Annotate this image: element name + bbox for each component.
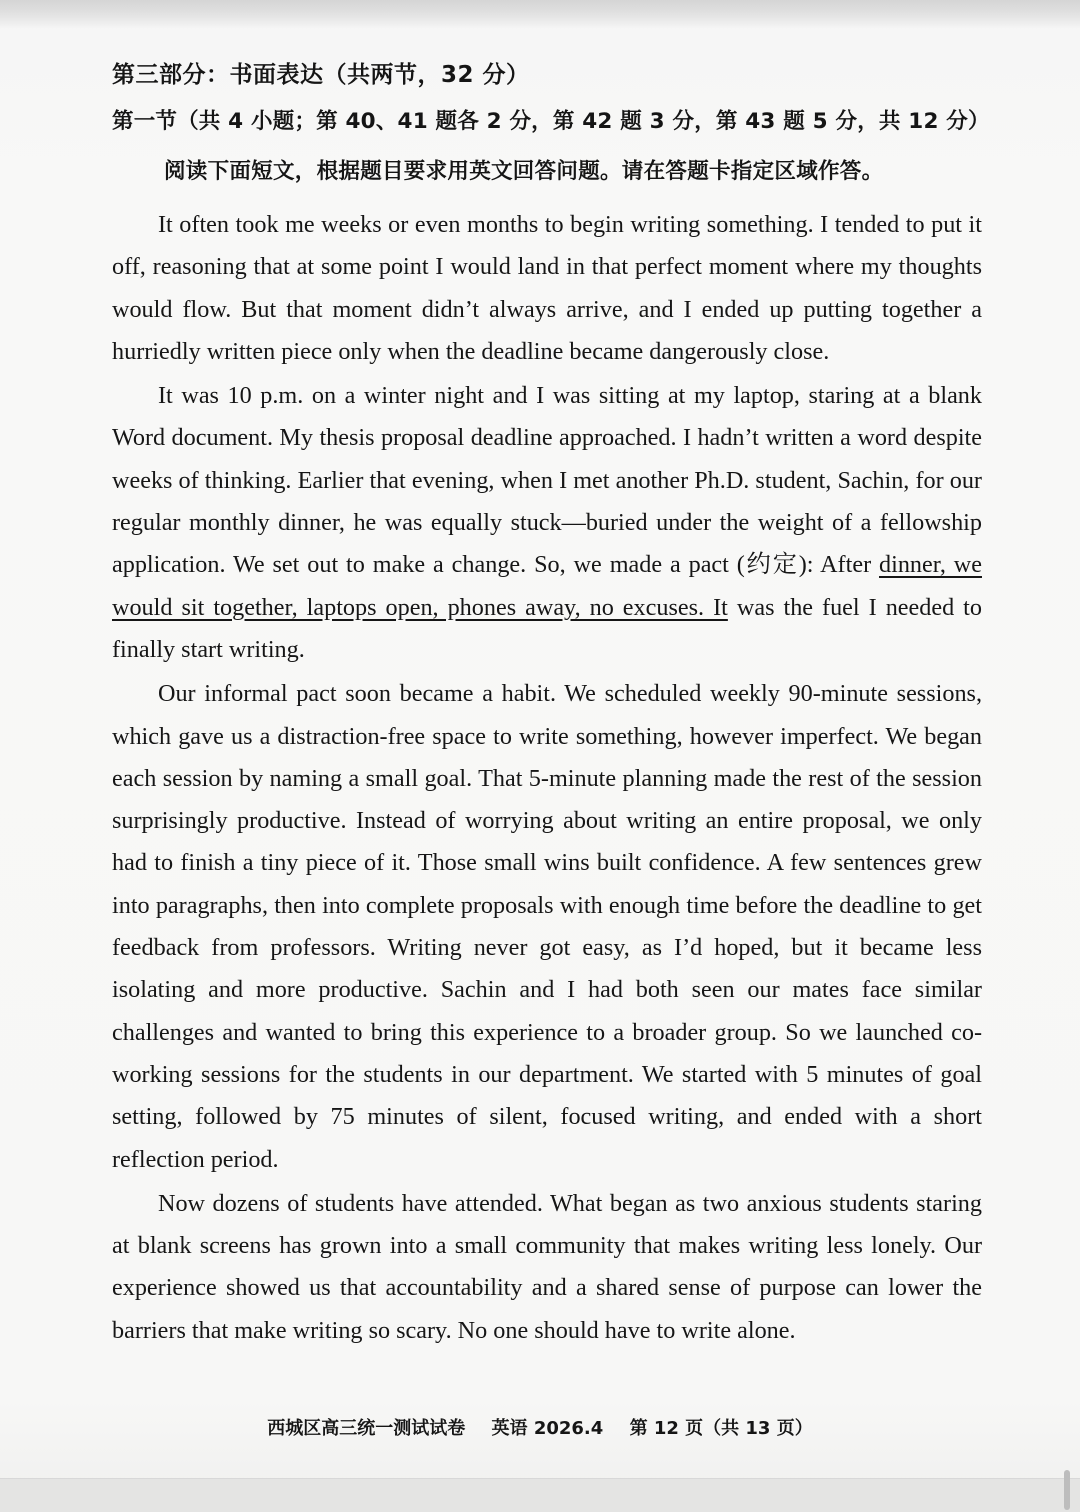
bottom-toolbar [0, 1478, 1080, 1512]
top-shadow [0, 0, 1080, 28]
part-title: 第三部分：书面表达（共两节，32 分） [112, 62, 530, 88]
paragraph-3: Our informal pact soon became a habit. We scheduled weekly 90-minute sessions, which gave us a distraction-free space to write something, however imperfect. We began each session by naming a small goal. That 5-minute planning made the rest of the session surprisingly productive. Instead of worrying about writing an entire proposal, we only had to finish a tiny piece of it. Those small wins built confidence. A few sentences grew into paragraphs, then into complete proposals with enough time before the deadline to get feedback from professors. Writing never got easy, as I’d hoped, but it became less isolating and more productive. Sachin and I had both seen our mates face similar challenges and wanted to bring this experience to a broader group. So we launched co-working sessions for the students in our department. We started with 5 minutes of goal setting, followed by 75 minutes of silent, focused writing, and ended with a short reflection period. [112, 680, 982, 1173]
reading-passage [112, 204, 982, 1354]
section-title: 第一节（共 4 小题；第 40、41 题各 2 分，第 42 题 3 分，第 43 题 5 分，共 12 分） [112, 109, 990, 134]
paragraph-2 [112, 375, 982, 671]
paragraph-2-text-a: It was 10 p.m. on a winter night and I was sitting at my laptop, staring at a blank Word document. My thesis proposal deadline approached. I hadn’t written a word despite weeks of thinking. Earlier that evening, when I met another Ph.D. student, Sachin, for our regular monthly dinner, he was equally stuck—buried under the weight of a fellowship application. We set out to make a change. So, we made a pact (约定): After [112, 382, 982, 579]
paragraph-2-text-b: was the fuel I needed to finally start writing. [112, 593, 982, 663]
instructions: 阅读下面短文，根据题目要求用英文回答问题。请在答题卡指定区域作答。 [164, 159, 884, 184]
paragraph-4: Now dozens of students have attended. What began as two anxious students staring at blank screens has grown into a small community that makes writing less lonely. Our experience showed us that accountability and a shared sense of purpose can lower the barriers that make writing so scary. No one should have to write alone. [112, 1189, 982, 1344]
paragraph-1: It often took me weeks or even months to begin writing something. I tended to put it off, reasoning that at some point I would land in that perfect moment where my thoughts would flow. But that moment didn’t always arrive, and I ended up putting together a hurriedly written piece only when the deadline became dangerously close. [112, 211, 982, 365]
scrollbar-thumb[interactable] [1064, 1470, 1070, 1510]
underlined-pact-text: dinner, we would sit together, laptops open, phones away, no excuses. It [112, 551, 982, 621]
exam-name: 西城区高三统一测试试卷 [267, 1418, 466, 1439]
page-number: 第 12 页（共 13 页） [629, 1418, 813, 1439]
page-footer [0, 1414, 1080, 1440]
subject-date: 英语 2026.4 [491, 1418, 604, 1439]
